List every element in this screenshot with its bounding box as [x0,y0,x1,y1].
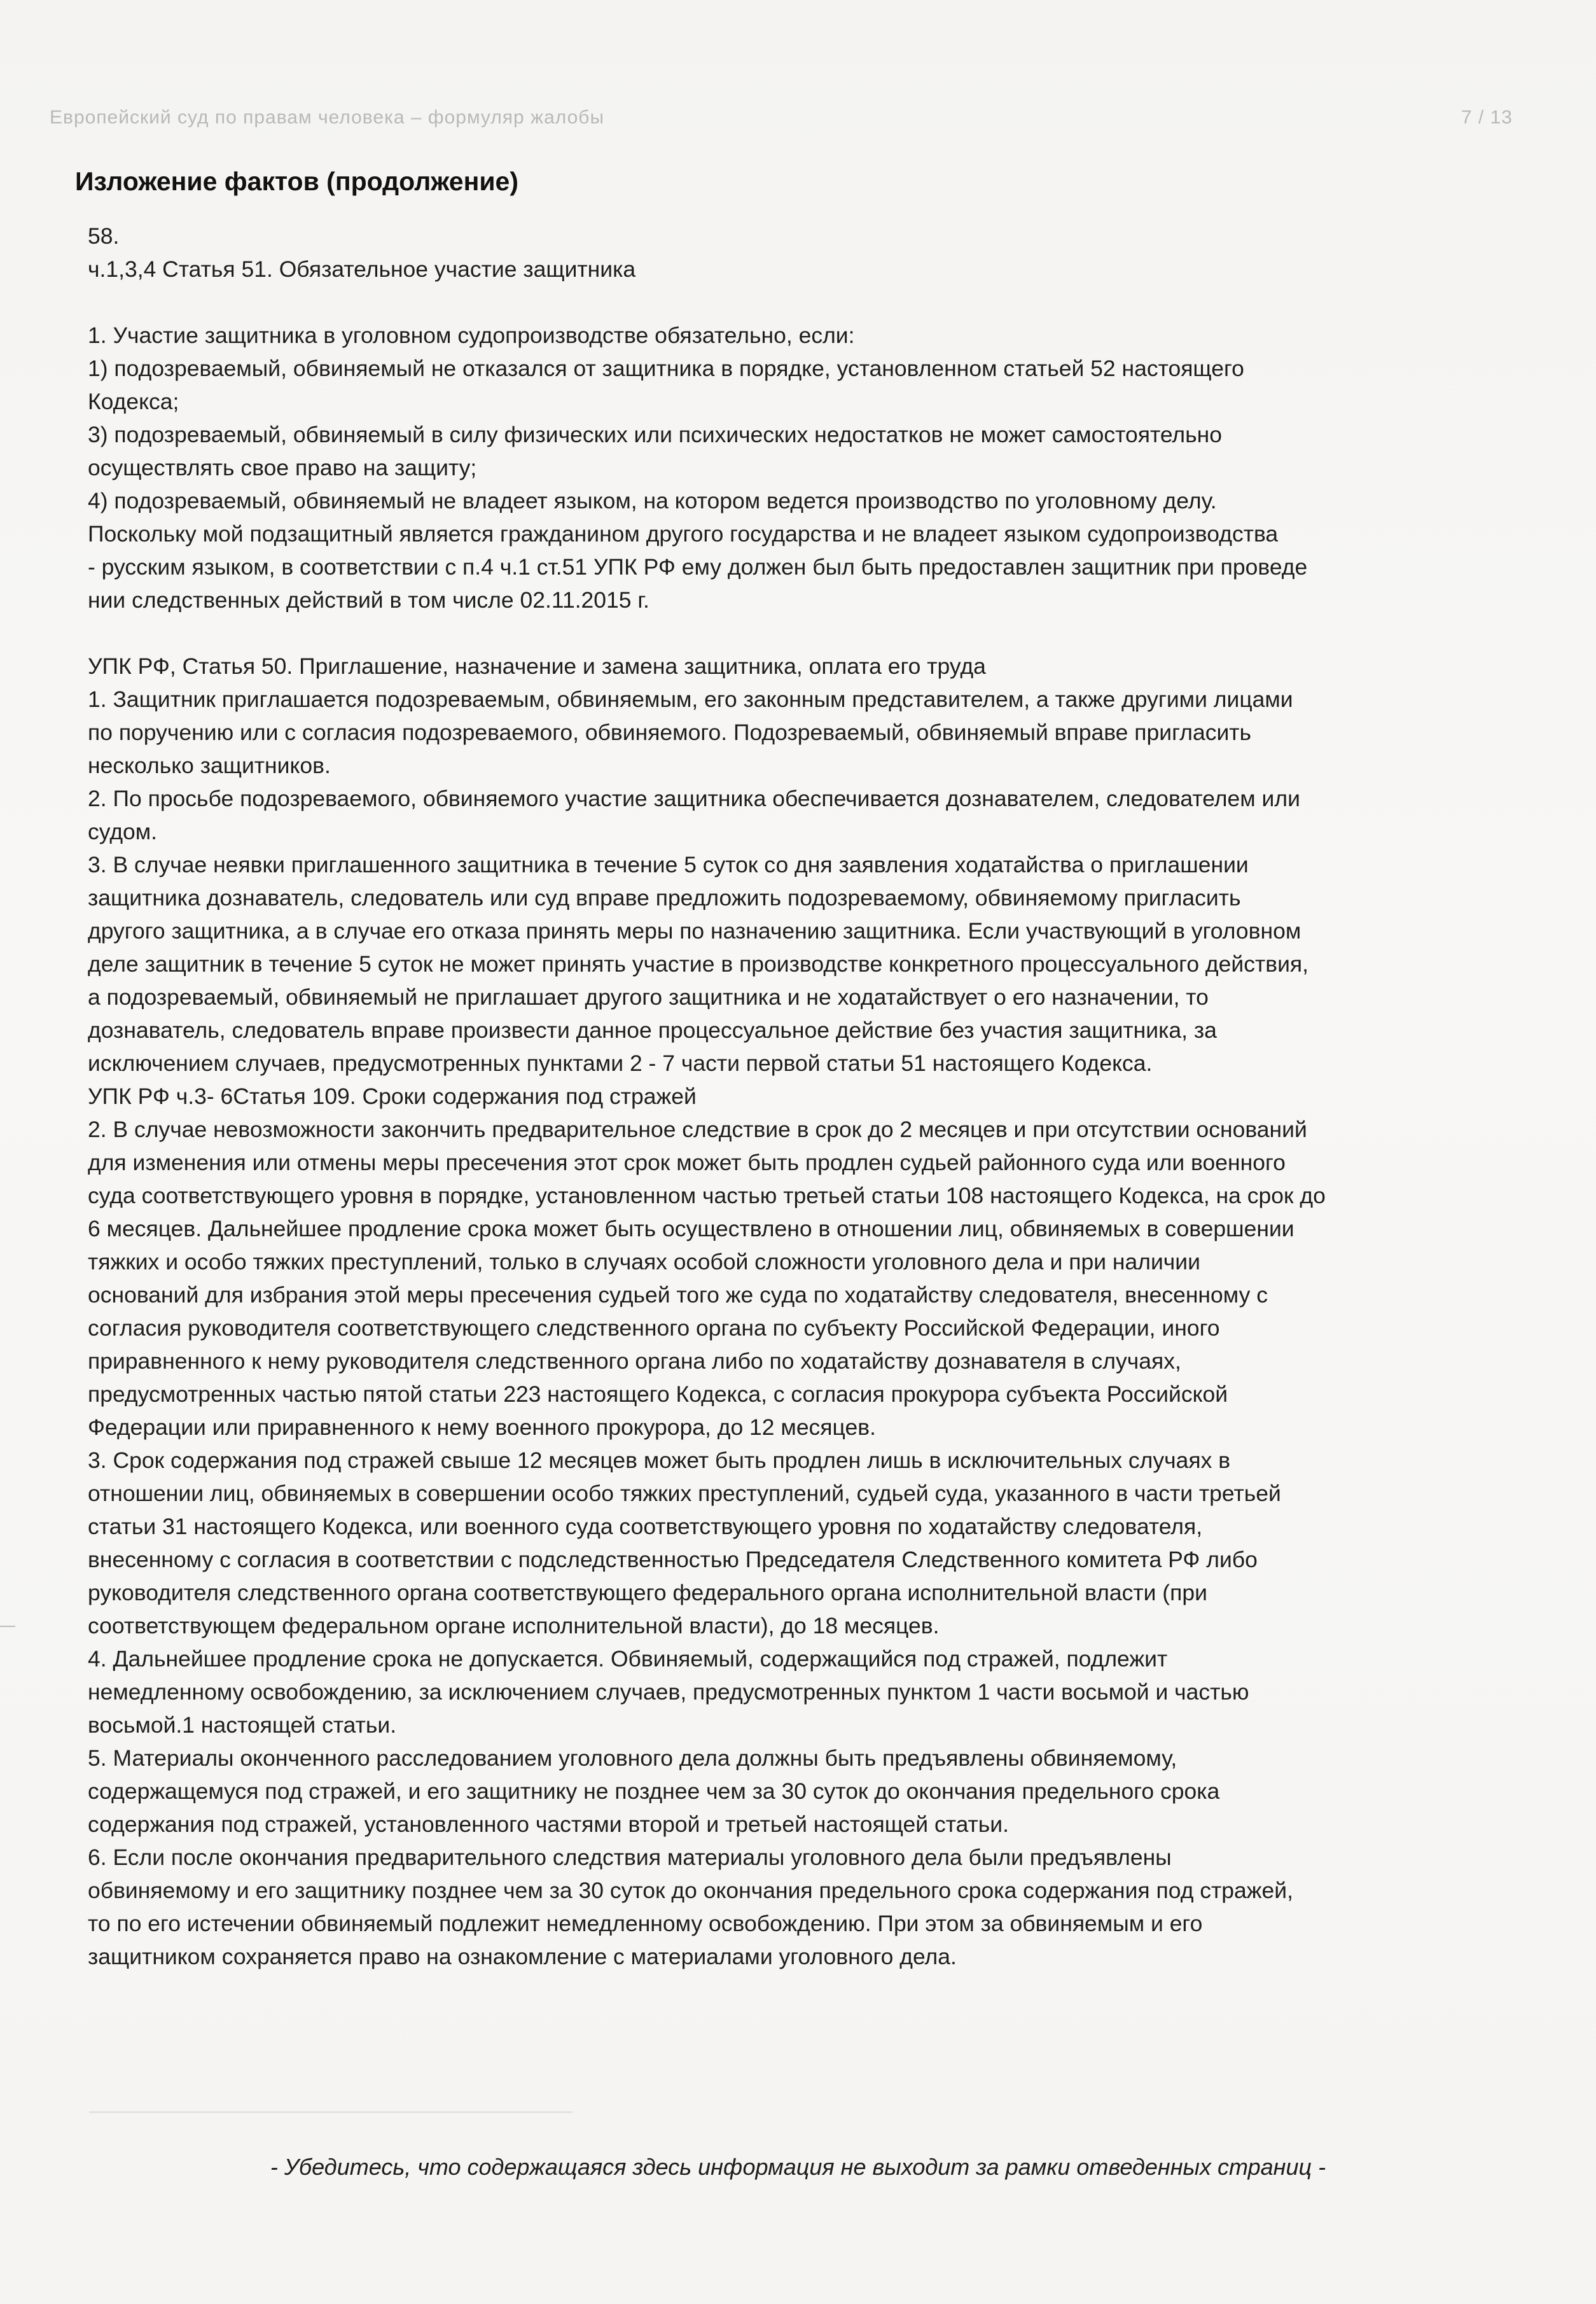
text-line: то по его истечении обвиняемый подлежит немедленному освобождению. При этом за обвиняемым и его [88,1911,1203,1936]
text-line: Поскольку мой подзащитный является гражданином другого государства и не владеет языком судопроизводства [88,521,1279,547]
text-line: УПК РФ ч.3- 6Статья 109. Сроки содержания под стражей [88,1084,697,1109]
text-line: а подозреваемый, обвиняемый не приглашает другого защитника и не ходатайствует о его назначении, то [88,984,1209,1010]
running-header [50,107,1513,129]
text-line: содержания под стражей, установленного частями второй и третьей настоящей статьи. [88,1812,1009,1837]
text-line: для изменения или отмены меры пресечения этот срок может быть продлен судьей районного суда или военного [88,1150,1286,1175]
text-line: 58. [88,223,120,249]
text-line: содержащемуся под стражей, и его защитнику не позднее чем за 30 суток до окончания предельного срока [88,1778,1220,1804]
text-line: согласия руководителя соответствующего следственного органа по субъекту Российской Федерации, иного [88,1315,1220,1341]
text-line: тяжких и особо тяжких преступлений, только в случаях особой сложности уголовного дела и при наличии [88,1249,1200,1274]
text-line: исключением случаев, предусмотренных пунктами 2 - 7 части первой статьи 51 настоящего Кодекса. [88,1051,1153,1076]
text-line: 1. Защитник приглашается подозреваемым, обвиняемым, его законным представителем, а также другими лицами [88,687,1293,712]
text-line: судом. [88,819,158,844]
text-line: восьмой.1 настоящей статьи. [88,1712,397,1738]
text-line: Федерации или приравненного к нему военного прокурора, до 12 месяцев. [88,1414,876,1440]
text-line: - русским языком, в соответствии с п.4 ч.1 ст.51 УПК РФ ему должен был быть предоставлен защитник при проведе [88,554,1308,580]
text-line: руководителя следственного органа соответствующего федерального органа исполнительной власти (при [88,1580,1207,1605]
text-line: другого защитника, а в случае его отказа принять меры по назначению защитника. Если участвующий в уголовном [88,918,1301,944]
text-line: несколько защитников. [88,753,331,778]
text-line: обвиняемому и его защитнику позднее чем за 30 суток до окончания предельного срока содержания под стражей, [88,1878,1293,1903]
text-line: 6. Если после окончания предварительного следствия материалы уголовного дела были предъявлены [88,1845,1172,1870]
text-line: 4. Дальнейшее продление срока не допускается. Обвиняемый, содержащийся под стражей, подлежит [88,1646,1168,1672]
text-line: защитником сохраняется право на ознакомление с материалами уголовного дела. [88,1944,957,1969]
text-line: оснований для избрания этой меры пресечения судьей того же суда по ходатайству следователя, внесенному с [88,1282,1268,1308]
form-title: Европейский суд по правам человека – формуляр жалобы [50,107,605,128]
text-line: внесенному с согласия в соответствии с подследственностью Председателя Следственного комитета РФ либо [88,1547,1258,1572]
text-line: деле защитник в течение 5 суток не может принять участие в производстве конкретного процессуального действия, [88,951,1308,977]
text-line: 1) подозреваемый, обвиняемый не отказался от защитника в порядке, установленном статьей 52 настоящего [88,356,1244,381]
statement-of-facts-text [88,220,1513,1973]
text-line: по поручению или с согласия подозреваемого, обвиняемого. Подозреваемый, обвиняемый вправе пригласить [88,720,1252,745]
text-line: 2. По просьбе подозреваемого, обвиняемого участие защитника обеспечивается дознавателем, следователем или [88,786,1300,811]
section-title: Изложение фактов (продолжение) [75,167,518,196]
text-line: 2. В случае невозможности закончить предварительное следствие в срок до 2 месяцев и при отсутствии оснований [88,1117,1307,1142]
text-line: предусмотренных частью пятой статьи 223 настоящего Кодекса, с согласия прокурора субъекта Российской [88,1381,1228,1407]
text-line: осуществлять свое право на защиту; [88,455,477,480]
faint-form-line [89,2111,572,2113]
text-line: приравненного к нему руководителя следственного органа либо по ходатайству дознавателя в случаях, [88,1348,1181,1374]
text-line: 4) подозреваемый, обвиняемый не владеет языком, на котором ведется производство по уголовному делу. [88,488,1217,513]
text-line: немедленному освобождению, за исключением случаев, предусмотренных пунктом 1 части восьмой и частью [88,1679,1249,1705]
text-line: 6 месяцев. Дальнейшее продление срока может быть осуществлено в отношении лиц, обвиняемых в совершении [88,1216,1294,1241]
text-line: нии следственных действий в том числе 02.11.2015 г. [88,587,649,613]
footer-note: - Убедитесь, что содержащаяся здесь информация не выходит за рамки отведенных страниц - [270,2154,1326,2180]
text-line [88,617,1513,650]
text-line: Кодекса; [88,389,179,414]
scan-margin-mark [0,1626,15,1627]
text-line: 3) подозреваемый, обвиняемый в силу физических или психических недостатков не может самостоятельно [88,422,1222,447]
text-line: отношении лиц, обвиняемых в совершении особо тяжких преступлений, судьей суда, указанного в части третьей [88,1481,1281,1506]
page-number: 7 / 13 [1461,107,1513,128]
text-line: 3. В случае неявки приглашенного защитника в течение 5 суток со дня заявления ходатайства о приглашении [88,852,1249,877]
text-line: суда соответствующего уровня в порядке, установленном частью третьей статьи 108 настоящего Кодекса, на срок до [88,1183,1326,1208]
text-line: 3. Срок содержания под стражей свыше 12 месяцев может быть продлен лишь в исключительных случаях в [88,1448,1231,1473]
text-line [88,286,1513,319]
text-line: 1. Участие защитника в уголовном судопроизводстве обязательно, если: [88,323,855,348]
text-line: 5. Материалы оконченного расследованием уголовного дела должны быть предъявлены обвиняемому, [88,1745,1177,1771]
text-line: УПК РФ, Статья 50. Приглашение, назначение и замена защитника, оплата его труда [88,653,986,679]
text-line: соответствующем федеральном органе исполнительной власти), до 18 месяцев. [88,1613,940,1638]
text-line: дознаватель, следователь вправе произвести данное процессуальное действие без участия защитника, за [88,1017,1217,1043]
text-line: ч.1,3,4 Статья 51. Обязательное участие защитника [88,256,636,282]
text-line: защитника дознаватель, следователь или суд вправе предложить подозреваемому, обвиняемому пригласить [88,885,1241,911]
text-line: статьи 31 настоящего Кодекса, или военного суда соответствующего уровня по ходатайству следователя, [88,1514,1203,1539]
